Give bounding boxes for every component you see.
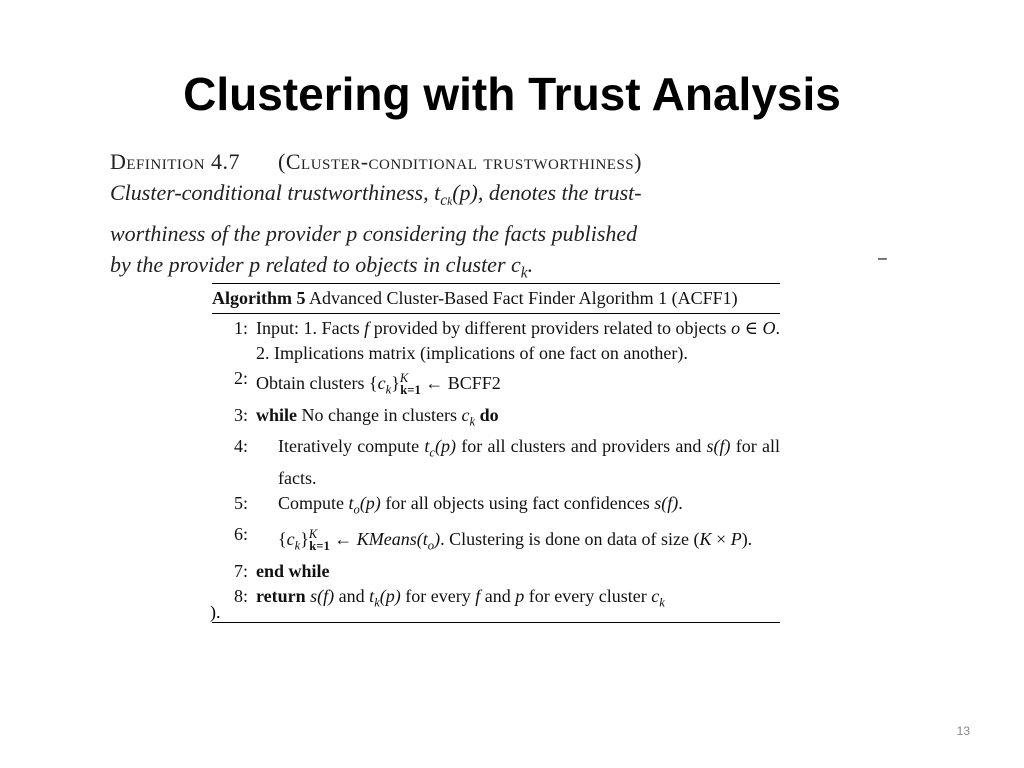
line-text — [248, 316, 780, 366]
line-segment: Input: 1. Facts — [256, 318, 365, 338]
stray-paren-mark: ). — [210, 602, 221, 622]
algorithm-label: Algorithm 5 — [212, 288, 306, 308]
line-text — [248, 559, 780, 584]
definition-heading — [110, 146, 900, 177]
line-segment: o ∈ O — [731, 318, 776, 338]
line-text: Compute $t_o(p)$ for all objects using fact confidences s(f). — [278, 492, 683, 517]
algorithm-caption-text: Advanced Cluster-Based Fact Finder Algorithm 1 (ACFF1) — [309, 288, 738, 308]
page-number: 13 — [956, 724, 970, 738]
line-segment: k — [469, 414, 476, 429]
line-number: 1: — [233, 318, 248, 338]
definition-name: (Cluster-conditional trustworthiness) — [278, 149, 642, 174]
definition-text: , denotes the trust- — [477, 180, 642, 205]
definition-body — [110, 177, 900, 289]
algorithm-line-7 — [212, 559, 780, 584]
line-text — [248, 403, 780, 435]
keyword: while — [256, 404, 298, 425]
line-number: 5: — [233, 492, 248, 513]
line-number: 2: — [233, 368, 248, 388]
line-segment: f — [364, 318, 370, 338]
algorithm-line-8 — [212, 584, 780, 616]
keyword: do — [475, 404, 499, 425]
line-text: Iteratively compute $t_c(p)$ for all clusters and providers and s(f) for all facts. — [278, 436, 780, 488]
line-text: $\{c_k\}^K_{k=1}$ ← $KMeans(t_o)$. Clustering is done on data of size (K × P). — [278, 527, 753, 553]
algorithm-lines — [212, 314, 780, 623]
definition-text: Cluster-conditional trustworthiness, — [110, 180, 435, 205]
line-number: 3: — [233, 404, 248, 425]
line-number: 7: — [233, 560, 248, 581]
algorithm-box — [212, 283, 780, 623]
line-segment: . 2. Implications matrix (implications of one fact on another). — [256, 318, 780, 363]
dash-mark: – — [878, 250, 887, 267]
line-number: 4: — [233, 436, 248, 457]
line-segment: c — [461, 404, 470, 425]
algorithm-line-2 — [212, 366, 780, 403]
line-number: 6: — [233, 524, 248, 545]
algorithm-caption — [212, 284, 780, 314]
algorithm-line-1 — [212, 316, 780, 366]
algorithm-line-6 — [212, 522, 780, 559]
line-text: return s(f) and $t_k(p)$ for every f and p for every cluster $c_k$ — [256, 585, 665, 610]
definition-number: Definition 4.7 — [110, 149, 241, 174]
line-segment: No change in clusters — [297, 404, 462, 425]
slide-title: Clustering with Trust Analysis — [183, 68, 841, 120]
definition-math-ck: $c_k$ — [511, 252, 528, 282]
algorithm-line-4 — [212, 434, 780, 491]
keyword: end while — [256, 560, 330, 581]
line-segment: provided by different providers related to objects — [369, 318, 732, 338]
algorithm-line-5 — [212, 491, 780, 523]
definition-text: by the provider p related to objects in cluster — [110, 252, 512, 278]
definition-block — [110, 146, 900, 289]
algorithm-line-3 — [212, 403, 780, 435]
definition-text: . — [527, 252, 534, 278]
line-text: Obtain clusters $\{c_k\}^K_{k=1}$ ← BCFF2 — [256, 371, 501, 397]
definition-line-1 — [110, 177, 900, 218]
definition-math-tck: $t_{ck}(p)$ — [434, 180, 478, 210]
line-number: 8: — [233, 585, 248, 606]
definition-line-2: worthiness of the provider p considering the facts published — [110, 221, 638, 247]
